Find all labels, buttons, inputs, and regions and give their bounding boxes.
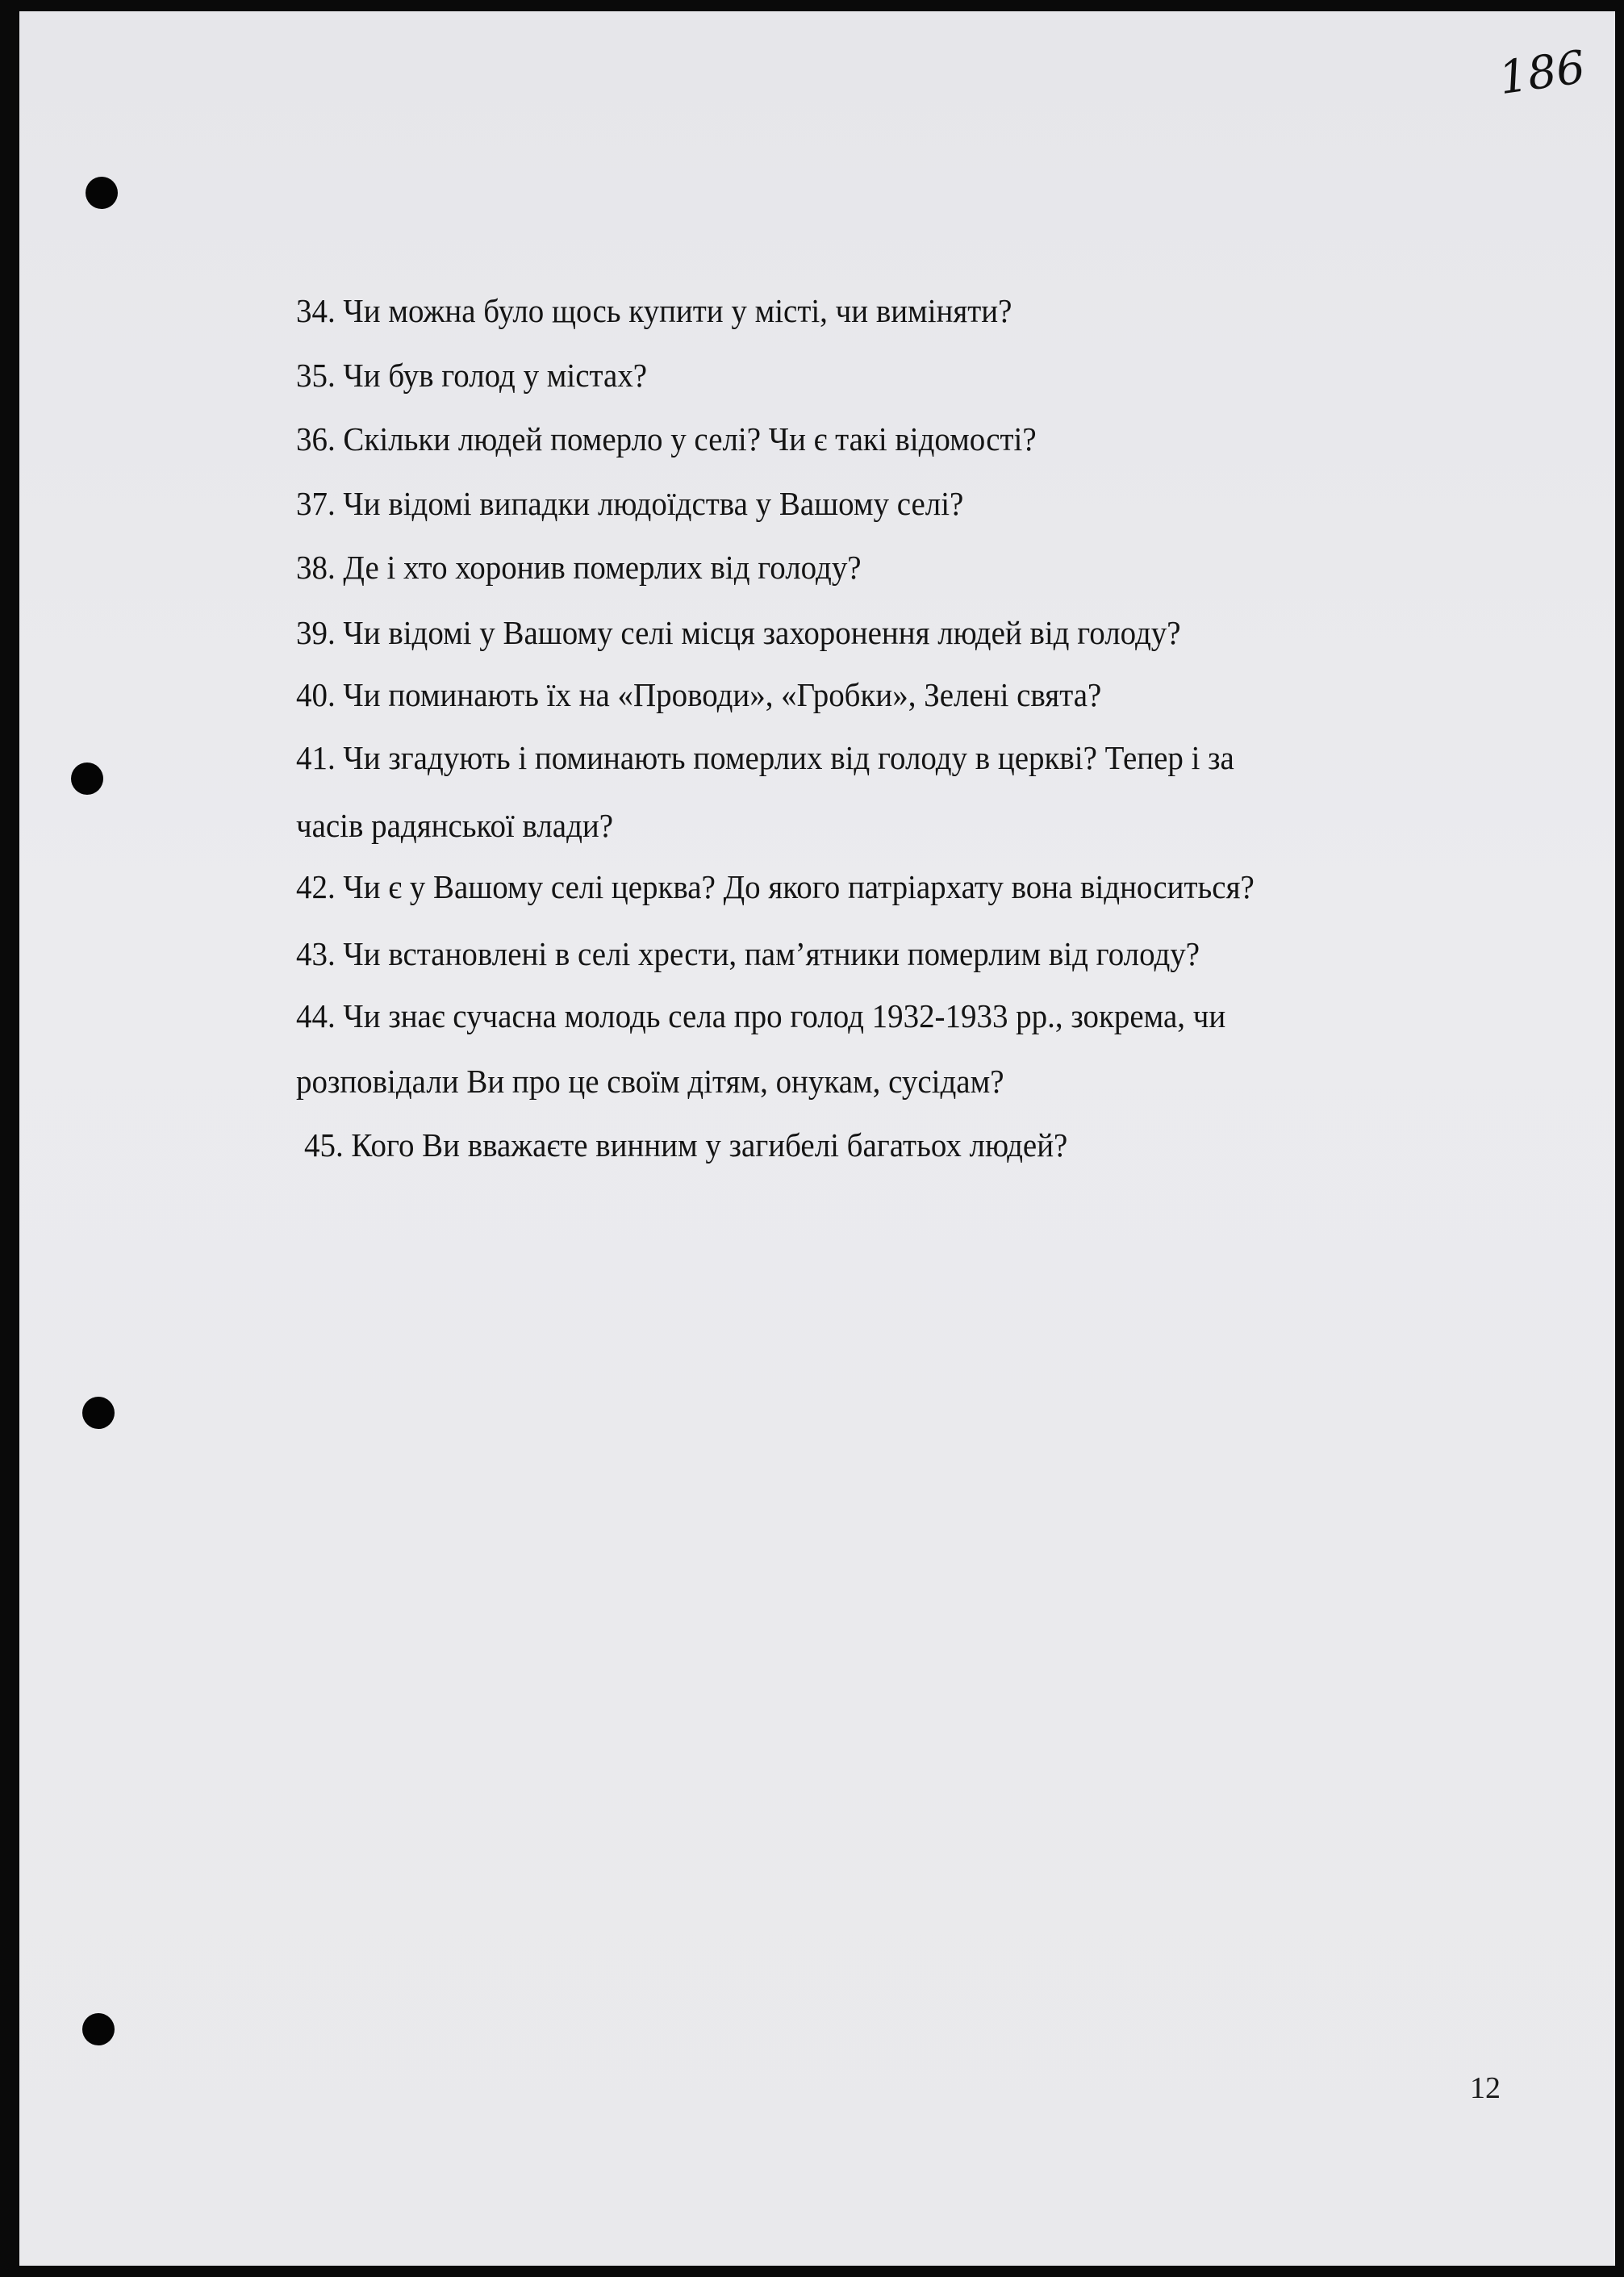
question-38: 38. Де і хто хоронив померлих від голоду?	[296, 549, 862, 586]
punch-hole	[71, 762, 103, 795]
page-number: 12	[1470, 2071, 1501, 2105]
question-41: 41. Чи згадують і поминають померлих від голоду в церкві? Тепер і за	[296, 739, 1234, 776]
question-40: 40. Чи поминають їх на «Проводи», «Гробки», Зелені свята?	[296, 676, 1102, 713]
question-44-continued: розповідали Ви про це своїм дітям, онукам, сусідам?	[296, 1063, 1004, 1100]
question-42: 42. Чи є у Вашому селі церква? До якого патріархату вона відноситься?	[296, 868, 1255, 905]
question-34: 34. Чи можна було щось купити у місті, чи виміняти?	[296, 292, 1012, 329]
question-43: 43. Чи встановлені в селі хрести, пам’ятники померлим від голоду?	[296, 935, 1200, 972]
question-41-continued: часів радянської влади?	[296, 807, 614, 844]
punch-hole	[82, 1397, 115, 1429]
punch-hole	[86, 177, 118, 209]
question-35: 35. Чи був голод у містах?	[296, 357, 648, 394]
question-44: 44. Чи знає сучасна молодь села про голод 1932-1933 рр., зокрема, чи	[296, 997, 1226, 1034]
question-36: 36. Скільки людей померло у селі? Чи є такі відомості?	[296, 420, 1037, 457]
question-37: 37. Чи відомі випадки людоїдства у Вашому селі?	[296, 485, 964, 522]
question-39: 39. Чи відомі у Вашому селі місця захоронення людей від голоду?	[296, 614, 1181, 651]
question-45: 45. Кого Ви вважаєте винним у загибелі багатьох людей?	[304, 1126, 1068, 1164]
handwritten-archive-number: 186	[1495, 40, 1589, 106]
punch-hole	[82, 2013, 115, 2045]
